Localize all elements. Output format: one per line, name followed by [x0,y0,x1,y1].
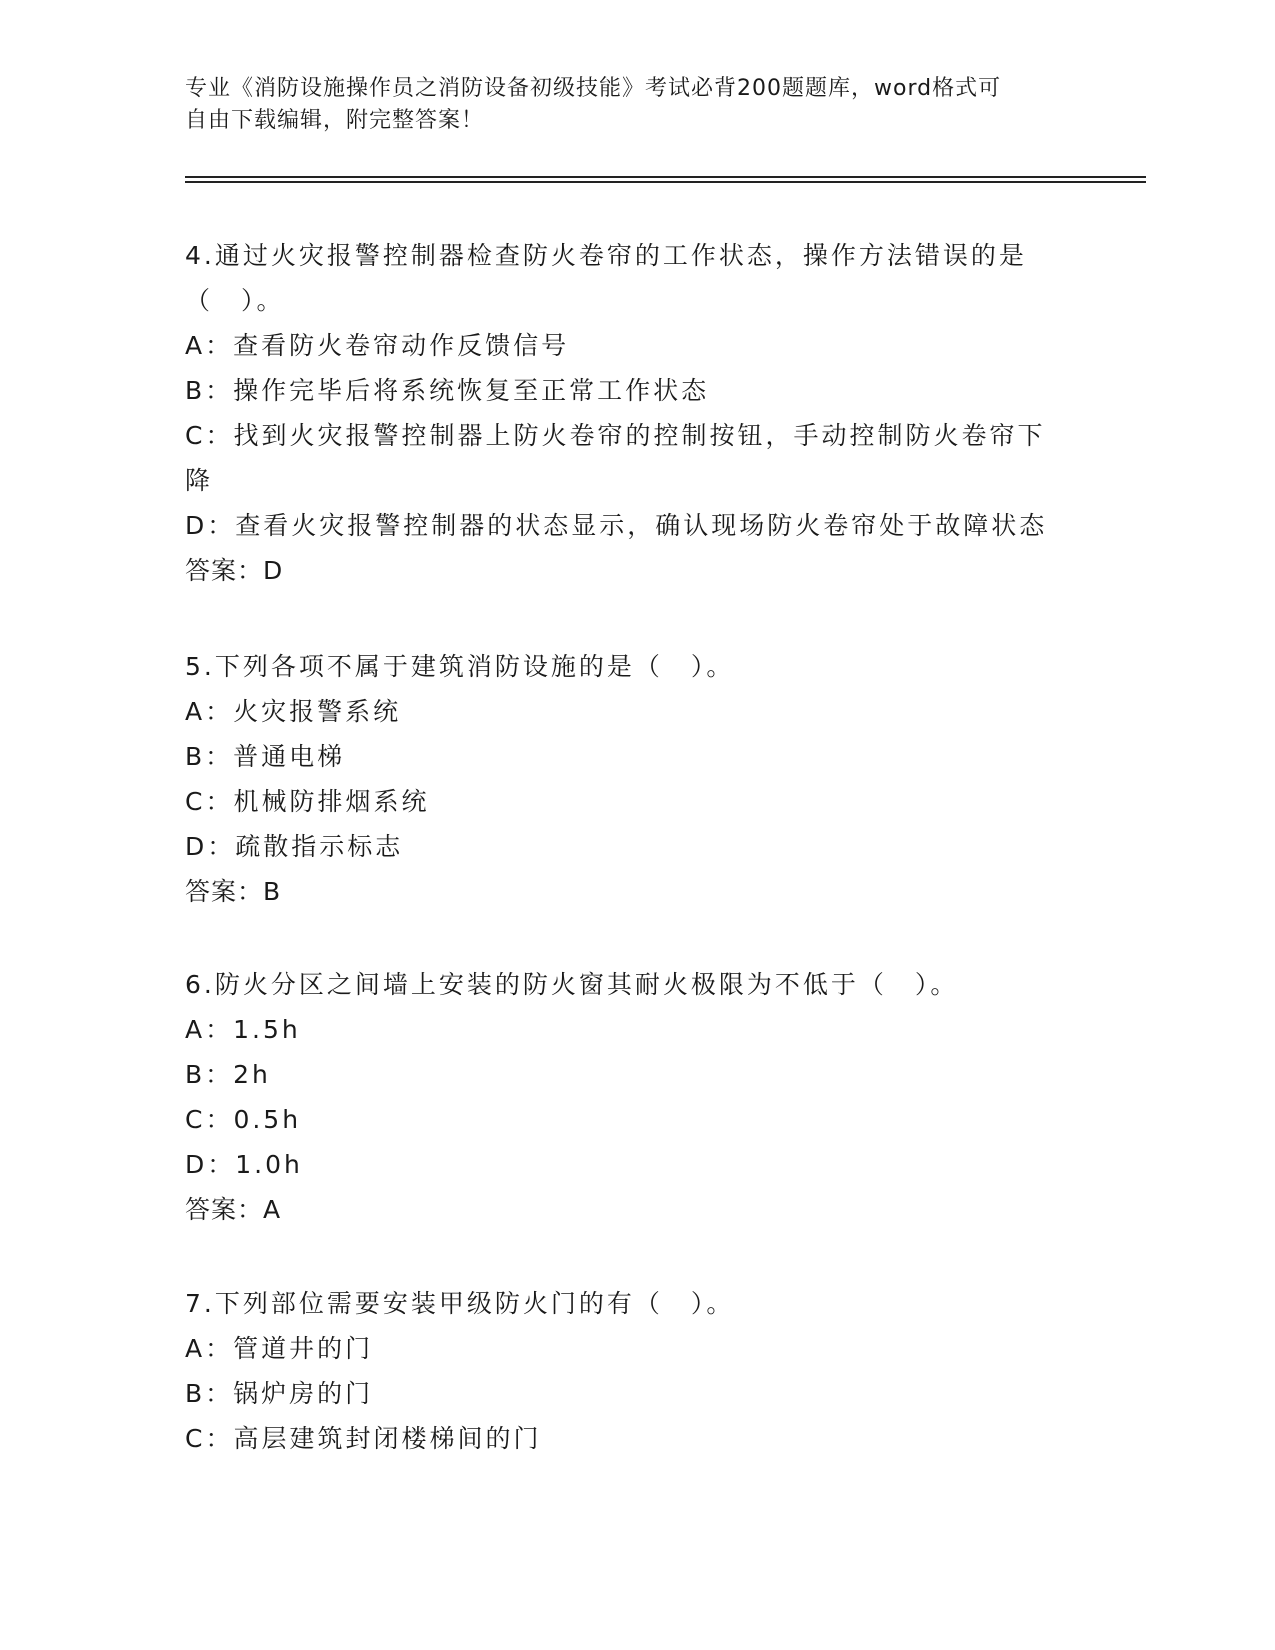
question-stem: 5.下列各项不属于建筑消防设施的是（ ）。 [185,652,735,681]
option-d: D：查看火灾报警控制器的状态显示，确认现场防火卷帘处于故障状态 [185,511,1048,540]
option-b: B：操作完毕后将系统恢复至正常工作状态 [185,376,710,405]
option-c: C：高层建筑封闭楼梯间的门 [185,1424,542,1453]
option-b: B：2h [185,1060,271,1089]
header-divider-top [185,176,1146,178]
question-stem: 7.下列部位需要安装甲级防火门的有（ ）。 [185,1289,735,1318]
question-stem: 6.防火分区之间墙上安装的防火窗其耐火极限为不低于（ ）。 [185,970,959,999]
option-a: A：火灾报警系统 [185,697,402,726]
option-c-continuation: 降 [185,466,214,495]
option-a: A：管道井的门 [185,1334,374,1363]
question-stem-continuation: （ ）。 [185,286,285,315]
header-line-1: 专业《消防设施操作员之消防设备初级技能》考试必背200题题库，word格式可 [185,76,1002,101]
option-a: A：查看防火卷帘动作反馈信号 [185,331,570,360]
option-c: C：0.5h [185,1105,302,1134]
option-c: C：机械防排烟系统 [185,787,430,816]
header-divider-bottom [185,181,1146,183]
option-b: B：锅炉房的门 [185,1379,374,1408]
question-4 [185,233,1065,593]
option-c: C：找到火灾报警控制器上防火卷帘的控制按钮，手动控制防火卷帘下 [185,421,1046,450]
question-stem: 4.通过火灾报警控制器检查防火卷帘的工作状态，操作方法错误的是 [185,241,1027,270]
header-line-2: 自由下载编辑，附完整答案！ [185,108,485,133]
question-6 [185,962,1065,1232]
answer: 答案：D [185,556,284,585]
question-5 [185,644,1065,914]
option-a: A：1.5h [185,1015,301,1044]
option-d: D：1.0h [185,1150,303,1179]
option-d: D：疏散指示标志 [185,832,404,861]
document-header [185,73,1065,137]
answer: 答案：A [185,1195,282,1224]
question-7 [185,1281,1065,1461]
answer: 答案：B [185,877,282,906]
option-b: B：普通电梯 [185,742,346,771]
